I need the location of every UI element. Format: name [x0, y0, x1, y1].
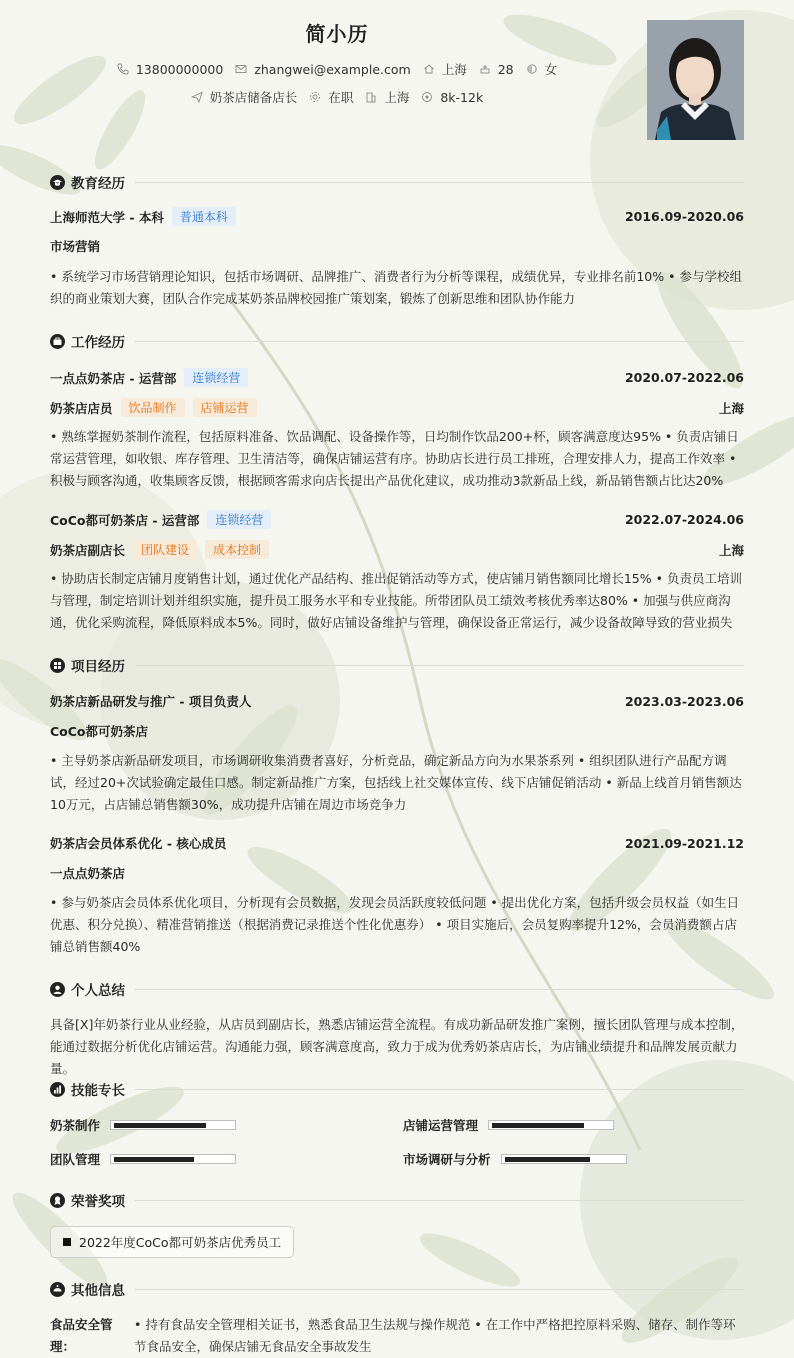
- skill-level-bar: [110, 1154, 236, 1164]
- project-entry-2-header: [50, 834, 744, 852]
- award-icon: [50, 1193, 65, 1208]
- skill-tag: 店铺运营: [193, 398, 257, 417]
- skill-tag: 饮品制作: [121, 398, 185, 417]
- work-entry-2-position: [50, 540, 744, 559]
- work-date: 2020.07-2022.06: [624, 370, 744, 385]
- project-date: 2021.09-2021.12: [624, 835, 744, 851]
- target-city-info: [365, 88, 409, 106]
- position-name: 奶茶店店员: [50, 400, 113, 416]
- skill-name: 团队管理: [50, 1152, 101, 1167]
- send-icon: [191, 91, 203, 103]
- education-section-title: 教育经历: [71, 176, 125, 192]
- skill-name: 奶茶制作: [50, 1118, 101, 1133]
- city-info: [423, 60, 467, 78]
- salary-info: [421, 90, 483, 105]
- work-entry-1-position: [50, 398, 744, 417]
- work-entry-2-header: [50, 510, 744, 529]
- skill-item: [50, 1116, 236, 1134]
- project-entry-2-org: [50, 864, 744, 882]
- email-info: [235, 62, 410, 77]
- skill-level-fill: [114, 1123, 206, 1128]
- project-title: 奶茶店会员体系优化 - 核心成员: [50, 836, 227, 851]
- phone-text: 13800000000: [135, 61, 224, 77]
- section-divider: [135, 1289, 744, 1290]
- other-section-header: [50, 1279, 744, 1299]
- cake-icon: [479, 63, 491, 75]
- bullet-square-icon: [63, 1238, 71, 1246]
- section-divider: [135, 665, 744, 666]
- company-name: CoCo都可奶茶店 - 运营部: [50, 512, 200, 528]
- project-org: CoCo都可奶茶店: [50, 724, 149, 739]
- other-section-title: 其他信息: [71, 1283, 125, 1299]
- project-section-header: [50, 655, 744, 675]
- building-icon: [365, 91, 377, 103]
- award-text: 2022年度CoCo都可奶茶店优秀员工: [79, 1235, 282, 1250]
- skill-item: [403, 1150, 627, 1168]
- honors-section-header: [50, 1190, 744, 1210]
- age-info: [479, 62, 514, 77]
- gender-text: 女: [544, 62, 558, 77]
- skill-level-fill: [505, 1157, 590, 1162]
- section-divider: [135, 341, 744, 342]
- phone-icon: [117, 63, 129, 75]
- target-city-text: 上海: [384, 90, 410, 105]
- education-date: 2016.09-2020.06: [624, 209, 744, 224]
- briefcase-icon: [50, 334, 65, 349]
- major-name: 市场营销: [50, 239, 101, 254]
- section-divider: [135, 182, 744, 183]
- skill-item: [403, 1116, 614, 1134]
- education-major-row: [50, 237, 744, 255]
- summary-section-header: [50, 979, 744, 999]
- skill-level-bar: [501, 1154, 627, 1164]
- section-divider: [135, 989, 744, 990]
- status-info: [309, 88, 353, 106]
- candidate-name: 简小历: [305, 22, 369, 46]
- industry-tag: 连锁经营: [184, 368, 248, 387]
- project-entry-1-header: [50, 692, 744, 710]
- work-section-title: 工作经历: [71, 335, 125, 351]
- work-date: 2022.07-2024.06: [624, 512, 744, 527]
- award-badge: [50, 1226, 294, 1258]
- target-job-text: 奶茶店储备店长: [209, 90, 298, 105]
- project-entry-2-description: • 参与奶茶店会员体系优化项目，分析现有会员数据，发现会员活跃度较低问题 • 提出优化方案，包括升级会员权益（如生日优惠、积分兑换）、精准营销推送（根据消费记录推送个性化优惠券） • 项目实施后，会员复购率提升12%，会员消费额占店铺总销售额40%: [50, 895, 740, 954]
- company-name: 一点点奶茶店 - 运营部: [50, 370, 177, 386]
- honors-section-title: 荣誉奖项: [71, 1194, 125, 1210]
- profile-photo: [647, 20, 744, 140]
- skill-name: 店铺运营管理: [403, 1118, 479, 1133]
- project-section-title: 项目经历: [71, 659, 125, 675]
- industry-tag: 连锁经营: [207, 510, 271, 529]
- other-info-text: • 持有食品安全管理相关证书，熟悉食品卫生法规与操作规范 • 在工作中严格把控原料采购、储存、制作等环节食品安全，确保店铺无食品安全事故发生: [134, 1317, 736, 1354]
- other-info-entry: [50, 1314, 744, 1358]
- info-icon: [50, 1282, 65, 1297]
- work-location: 上海: [718, 400, 744, 416]
- work-entry-1-header: [50, 368, 744, 387]
- salary-text: 8k-12k: [440, 89, 484, 105]
- project-date: 2023.03-2023.06: [624, 693, 744, 709]
- school-name: 上海师范大学 - 本科: [50, 209, 164, 225]
- job-intention: [0, 88, 674, 106]
- education-description: • 系统学习市场营销理论知识，包括市场调研、品牌推广、消费者行为分析等课程，成绩优异，专业排名前10% • 参与学校组织的商业策划大赛，团队合作完成某奶茶品牌校园推广策划案，锻炼了创新思维和团队协作能力: [50, 269, 742, 306]
- education-section-header: [50, 172, 744, 192]
- work-location: 上海: [718, 542, 744, 558]
- work-section-header: [50, 331, 744, 351]
- other-info-label: 食品安全管理：: [50, 1317, 113, 1354]
- skill-tag: 团队建设: [133, 540, 197, 559]
- city-text: 上海: [441, 62, 467, 77]
- age-text: 28: [497, 61, 514, 77]
- skill-level-bar: [110, 1120, 236, 1130]
- project-entry-1-description: • 主导奶茶店新品研发项目，市场调研收集消费者喜好，分析竞品，确定新品方向为水果茶系列 • 组织团队进行产品配方调试，经过20+次试验确定最佳口感。制定新品推广方案，包括线上社交媒体宣传、线下店铺促销活动 • 新品上线首月销售额达10万元，占店铺总销售额30%，成功提升店铺在周边市场竞争力: [50, 753, 742, 812]
- grid-icon: [50, 658, 65, 673]
- home-icon: [423, 63, 435, 75]
- position-name: 奶茶店副店长: [50, 542, 126, 558]
- skills-section-title: 技能专长: [71, 1083, 125, 1099]
- section-divider: [135, 1200, 744, 1201]
- gender-icon: [526, 63, 538, 75]
- status-text: 在职: [328, 90, 354, 105]
- contact-info: [0, 60, 674, 78]
- skill-name: 市场调研与分析: [403, 1152, 491, 1167]
- section-divider: [135, 1089, 744, 1090]
- skill-tag: 成本控制: [205, 540, 269, 559]
- target-job-info: [191, 88, 298, 106]
- user-icon: [50, 982, 65, 997]
- summary-text: 具备[X]年奶茶行业从业经验，从店员到副店长，熟悉店铺运营全流程。有成功新品研发推广案例，擅长团队管理与成本控制，能通过数据分析优化店铺运营。沟通能力强，顾客满意度高，致力于成为优秀奶茶店店长，为店铺业绩提升和品牌发展贡献力量。: [50, 1017, 744, 1076]
- skill-level-fill: [492, 1123, 584, 1128]
- work-entry-1-description: • 熟练掌握奶茶制作流程，包括原料准备、饮品调配、设备操作等，日均制作饮品200+杯，顾客满意度达95% • 负责店铺日常运营管理，如收银、库存管理、卫生清洁等，确保店铺运营有序。协助店长进行员工排班，合理安排人力，提高工作效率 • 积极与顾客沟通，收集顾客反馈，根据顾客需求向店长提出产品优化建议，成功推动3款新品上线，新品销售额占比达20%: [50, 429, 739, 488]
- email-text: zhangwei@example.com: [254, 61, 411, 77]
- gender-info: [526, 60, 558, 78]
- project-title: 奶茶店新品研发与推广 - 项目负责人: [50, 694, 252, 709]
- summary-section-title: 个人总结: [71, 983, 125, 999]
- skills-section-header: [50, 1079, 744, 1099]
- gear-icon: [309, 91, 321, 103]
- education-entry: [50, 207, 744, 226]
- degree-tag: 普通本科: [172, 207, 236, 226]
- skill-item: [50, 1150, 236, 1168]
- skill-level-bar: [488, 1120, 614, 1130]
- bar-chart-icon: [50, 1082, 65, 1097]
- project-org: 一点点奶茶店: [50, 866, 126, 881]
- mail-icon: [235, 63, 247, 75]
- graduation-cap-icon: [50, 175, 65, 190]
- work-entry-2-description: • 协助店长制定店铺月度销售计划，通过优化产品结构、推出促销活动等方式，使店铺月销售额同比增长15% • 负责员工培训与管理，制定培训计划并组织实施，提升员工服务水平和专业技能。所带团队员工绩效考核优秀率达80% • 加强与供应商沟通，优化采购流程，降低原料成本5%。同时，做好店铺设备维护与管理，确保设备正常运行，减少设备故障导致的营业损失: [50, 571, 742, 630]
- project-entry-1-org: [50, 722, 744, 740]
- skill-level-fill: [114, 1157, 194, 1162]
- target-icon: [421, 91, 433, 103]
- phone-info: [117, 62, 223, 77]
